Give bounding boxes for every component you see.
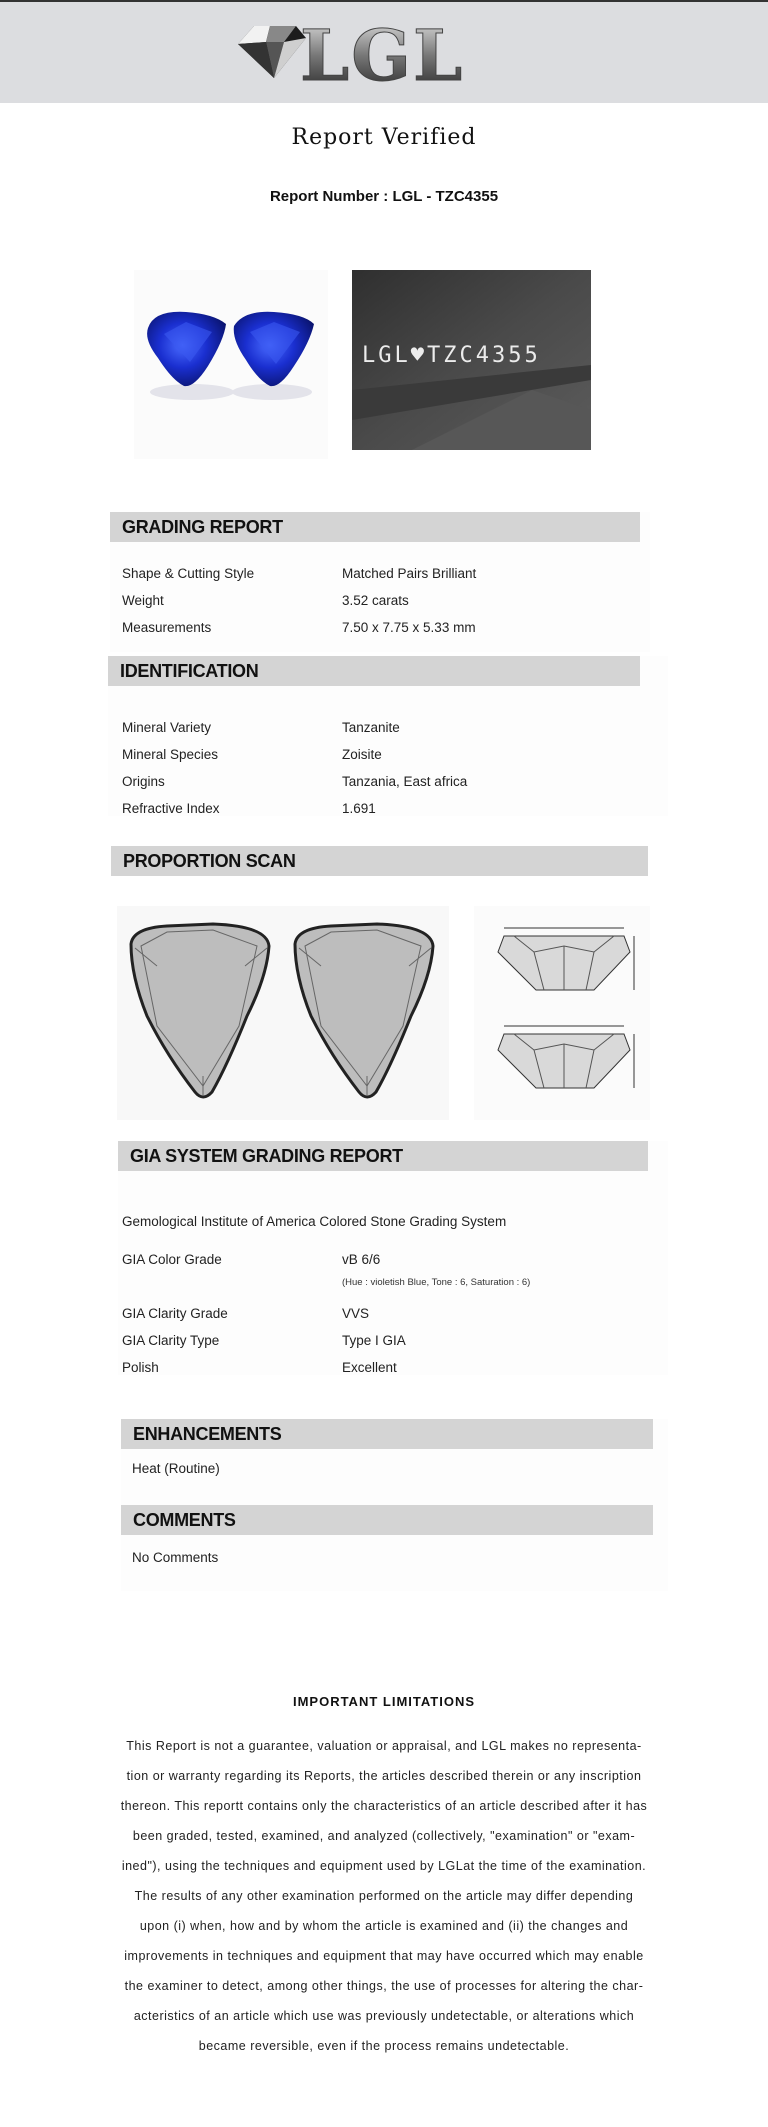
proportion-scan-top-view [117, 906, 449, 1120]
limitations-line: tion or warranty regarding its Reports, the articles described therein or any inscription [126, 1769, 642, 1783]
mineral-species-value: Zoisite [342, 747, 382, 762]
limitations-line: thereon. This reportt contains only the characteristics of an article described after it has [120, 1799, 648, 1813]
limitations-line: the examiner to detect, among other things, the use of processes for altering the char- [124, 1979, 644, 1993]
polish-value: Excellent [342, 1360, 397, 1375]
limitations-line: been graded, tested, examined, and analyzed (collectively, "examination" or "exam- [132, 1829, 636, 1843]
section-title: ENHANCEMENTS [133, 1424, 282, 1444]
polish-label: Polish [122, 1360, 159, 1375]
measurements-value: 7.50 x 7.75 x 5.33 mm [342, 620, 476, 635]
diamond-logo-icon [230, 12, 490, 92]
weight-value: 3.52 carats [342, 593, 409, 608]
refractive-index-value: 1.691 [342, 801, 376, 816]
gia-clarity-grade-label: GIA Clarity Grade [122, 1306, 228, 1321]
gemstone-photo [134, 270, 328, 459]
limitations-line: ined"), using the techniques and equipment used by LGLat the time of the examination. [121, 1859, 647, 1873]
limitations-line: acteristics of an article which use was previously undetectable, or alterations which [133, 2009, 635, 2023]
refractive-index-label: Refractive Index [122, 801, 220, 816]
section-title: IDENTIFICATION [120, 661, 259, 681]
proportion-scan-header [111, 846, 648, 876]
limitations-line: improvements in techniques and equipment that may have occurred which may enable [124, 1949, 644, 1963]
enhancements-value: Heat (Routine) [132, 1461, 220, 1476]
inscription-text: LGL♥TZC4355 [362, 343, 541, 368]
section-title: GIA SYSTEM GRADING REPORT [130, 1146, 403, 1166]
limitations-title: IMPORTANT LIMITATIONS [292, 1694, 476, 1709]
mineral-species-label: Mineral Species [122, 747, 219, 762]
section-title: COMMENTS [133, 1510, 236, 1530]
identification-header [108, 656, 640, 686]
measurements-label: Measurements [122, 620, 212, 635]
gia-clarity-grade-value: VVS [342, 1306, 370, 1321]
weight-label: Weight [122, 593, 164, 608]
gia-color-grade-label: GIA Color Grade [122, 1252, 222, 1267]
section-title: GRADING REPORT [122, 517, 283, 537]
laser-inscription-photo [352, 270, 591, 450]
origins-value: Tanzania, East africa [342, 774, 468, 789]
shape-value: Matched Pairs Brilliant [342, 566, 477, 581]
origins-label: Origins [122, 774, 165, 789]
comments-value: No Comments [132, 1550, 219, 1565]
lgl-logo [230, 12, 490, 92]
limitations-line: upon (i) when, how and by whom the article is examined and (ii) the changes and [139, 1919, 629, 1933]
shape-label: Shape & Cutting Style [122, 566, 255, 581]
gia-color-note: (Hue : violetish Blue, Tone : 6, Saturation : 6) [342, 1277, 531, 1288]
section-title: PROPORTION SCAN [123, 851, 296, 871]
gia-header [118, 1141, 648, 1171]
logo-text: LGL [300, 14, 465, 92]
gia-clarity-type-value: Type I GIA [342, 1333, 406, 1348]
report-number: Report Number : LGL - TZC4355 [269, 188, 499, 205]
comments-header [121, 1505, 653, 1535]
gia-system-name: Gemological Institute of America Colored Stone Grading System [122, 1214, 507, 1229]
enhancements-header [121, 1419, 653, 1449]
mineral-variety-label: Mineral Variety [122, 720, 212, 735]
limitations-line: This Report is not a guarantee, valuation or appraisal, and LGL makes no representa- [126, 1739, 642, 1753]
limitations-line: became reversible, even if the process remains undetectable. [198, 2039, 570, 2053]
gia-color-grade-value: vB 6/6 [342, 1252, 381, 1267]
page-title: Report Verified [291, 125, 477, 150]
limitations-line: The results of any other examination performed on the article may differ depending [134, 1889, 634, 1903]
mineral-variety-value: Tanzanite [342, 720, 400, 735]
proportion-scan-profile-view [474, 906, 650, 1120]
grading-report-header [110, 512, 640, 542]
gia-clarity-type-label: GIA Clarity Type [122, 1333, 220, 1348]
